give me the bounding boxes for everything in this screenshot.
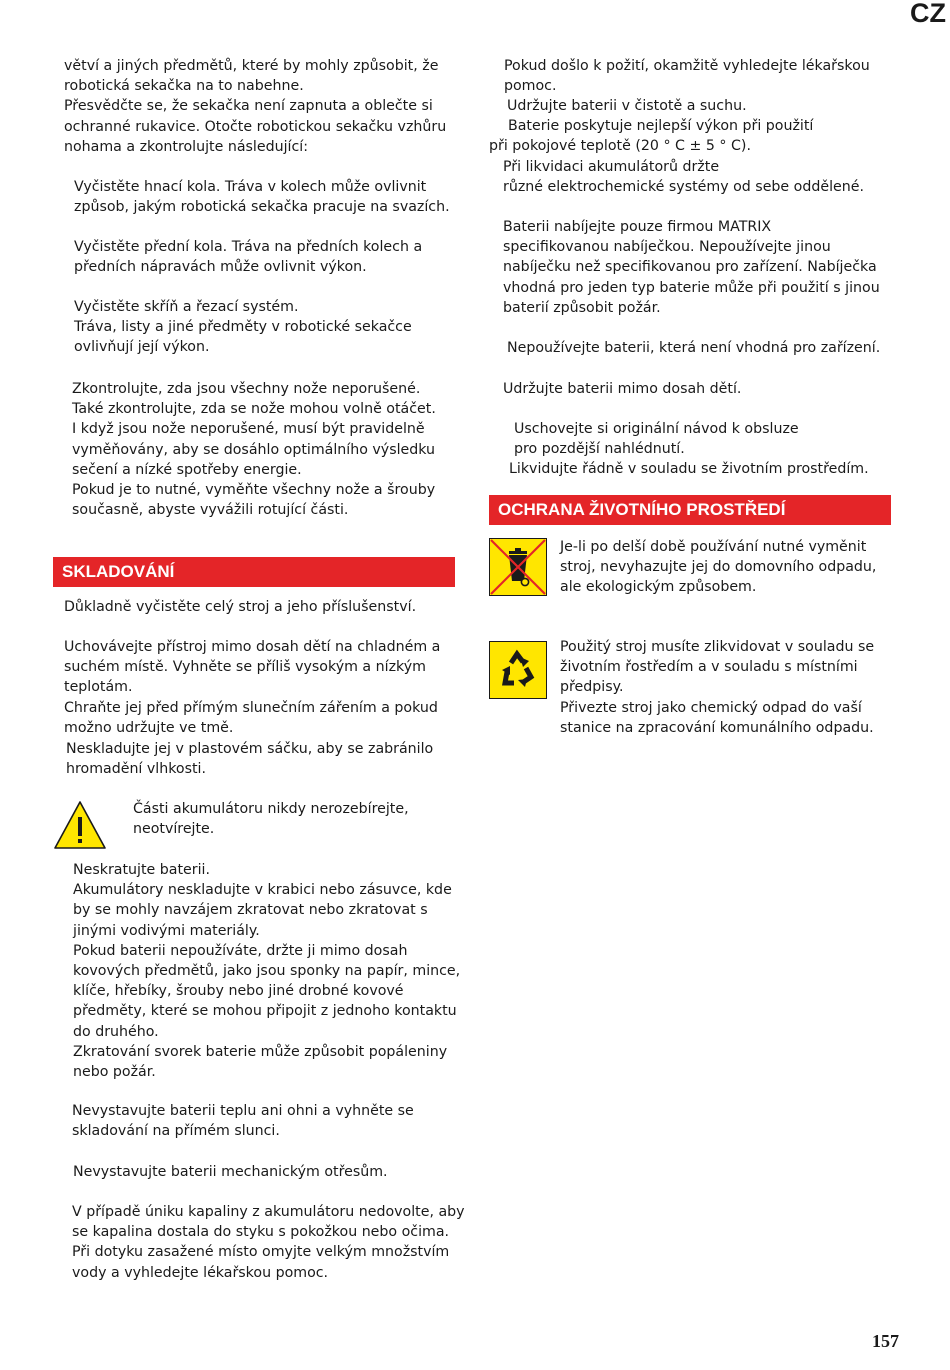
language-code: CZ (910, 0, 946, 28)
text-line: Neskratujte baterii. (73, 862, 210, 878)
text-line: Pokud baterii nepoužíváte, držte ji mimo dosah (73, 942, 408, 959)
text-line: Vyčistěte hnací kola. Tráva v kolech může ovlivnit (74, 179, 427, 195)
temperature-line-2 (489, 136, 751, 156)
text-line: Tráva, listy a jiné předměty v robotické sekačce (74, 319, 412, 336)
text-line: Pokud je to nutné, vyměňte všechny nože a šrouby (72, 482, 436, 499)
text-line: různé elektrochemické systémy od sebe oddělené. (503, 179, 864, 195)
text-line: teplotám. (64, 679, 133, 696)
text-line: Použitý stroj musíte zlikvidovat v souladu se (560, 639, 875, 655)
text-line: Důkladně vyčistěte celý stroj a jeho příslušenství. (64, 599, 417, 615)
bin-text (560, 537, 876, 598)
text-line: Při likvidaci akumulátorů držte (503, 159, 720, 175)
clean-front-wheels (74, 237, 422, 277)
text-line: Nevystavujte baterii teplu ani ohni a vyhněte se (72, 1103, 414, 1119)
text-line: Přivezte stroj jako chemický odpad do vaší (560, 699, 862, 716)
check-blades (72, 379, 436, 520)
text-line: baterií způsobit požár. (503, 299, 661, 316)
text-line: ale ekologickým způsobem. (560, 579, 757, 596)
clean-housing (74, 297, 412, 358)
text-line: současně, abyste vyvážili rotující části. (72, 502, 349, 519)
text-line: Nevystavujte baterii mechanickým otřesům. (73, 1164, 388, 1180)
warning-triangle-icon (53, 800, 107, 850)
storage-bag (66, 739, 433, 779)
text-line: Akumulátory neskladujte v krabici nebo zásuvce, kde (73, 882, 452, 899)
text-line: možno udržujte ve tmě. (64, 719, 234, 736)
text-line: při pokojové teplotě (20 ° C ± 5 ° C). (489, 138, 751, 154)
text-line: pomoc. (504, 78, 557, 95)
leak-text (72, 1202, 465, 1283)
clean-drive-wheels (74, 177, 450, 217)
text-line: Při dotyku zasažené místo omyjte velkým množstvím (72, 1244, 450, 1261)
text-line: Vyčistěte přední kola. Tráva na předních kolech a (74, 239, 423, 255)
recycle-text (560, 637, 874, 738)
storage-heading: SKLADOVÁNÍ (53, 557, 455, 587)
recycle-icon (489, 641, 547, 699)
text-line: do druhého. (73, 1023, 159, 1040)
text-line: Baterii nabíjejte pouze firmou MATRIX (503, 219, 772, 235)
page-number: 157 (872, 1331, 899, 1351)
environment-heading: OCHRANA ŽIVOTNÍHO PROSTŘEDÍ (489, 495, 891, 525)
shock-text (73, 1162, 388, 1182)
text-line: sečení a nízké spotřeby energie. (72, 461, 302, 478)
text-line: Přesvědčte se, že sekačka není zapnuta a oblečte si (64, 98, 433, 115)
text-line: Chraňte jej před přímým slunečním zářením a pokud (64, 699, 438, 716)
text-line: Baterie poskytuje nejlepší výkon při použití (508, 118, 814, 134)
text-line: by se mohly navzájem zkratovat nebo zkratovat s (73, 902, 428, 919)
heat-text (72, 1101, 414, 1141)
text-line: ochranné rukavice. Otočte robotickou sekačku vzhůru (64, 118, 447, 135)
text-line: Udržujte baterii v čistotě a suchu. (507, 98, 747, 114)
text-line: robotická sekačka na to nabehne. (64, 78, 304, 95)
children-text (503, 379, 741, 399)
text-line: hromadění vlhkosti. (66, 761, 207, 778)
text-line: se kapalina dostala do styku s pokožkou nebo očima. (72, 1224, 450, 1241)
text-line: životním řostředím a v souladu s místními (560, 659, 858, 676)
text-line: Uchovávejte přístroj mimo dosah dětí na chladném a (64, 639, 441, 655)
manual-text (514, 419, 799, 459)
text-line: vhodná pro jeden typ baterie může při použití s jinou (503, 279, 880, 296)
text-line: způsob, jakým robotická sekačka pracuje na svazích. (74, 199, 450, 216)
text-line: V případě úniku kapaliny z akumulátoru nedovolte, aby (72, 1204, 465, 1220)
text-line: specifikovanou nabíječkou. Nepoužívejte jinou (503, 239, 831, 256)
clean-dry-text (507, 96, 747, 116)
charger-text (503, 217, 880, 318)
text-line: Neskladujte jej v plastovém sáčku, aby se zabránilo (66, 741, 434, 757)
text-line: nebo požár. (73, 1064, 156, 1081)
text-line: Zkontrolujte, zda jsou všechny nože neporušené. (72, 381, 421, 397)
text-line: předních nápravách může ovlivnit výkon. (74, 259, 367, 276)
dispose-properly-text (509, 459, 869, 479)
text-line: I když jsou nože neporušené, musí být pravidelně (72, 421, 425, 438)
text-line: nohama a zkontrolujte následující: (64, 138, 309, 155)
text-line: Nepoužívejte baterii, která není vhodná pro zařízení. (507, 340, 881, 356)
disposal-line-1 (503, 157, 719, 177)
warning-text (133, 799, 409, 839)
text-line: Vyčistěte skříň a řezací systém. (74, 299, 299, 315)
text-line: suchém místě. Vyhněte se příliš vysokým a nízkým (64, 659, 426, 676)
text-line: neotvírejte. (133, 821, 215, 838)
text-line: Pokud došlo k požití, okamžitě vyhledejte lékařskou (504, 58, 870, 74)
text-line: Zkratování svorek baterie může způsobit popáleniny (73, 1043, 448, 1060)
storage-clean (64, 597, 416, 617)
text-line: Také zkontrolujte, zda se nože mohou volně otáčet. (72, 401, 436, 418)
text-line: kovových předmětů, jako jsou sponky na papír, mince, (73, 963, 461, 980)
intro-paragraph (64, 56, 446, 157)
swallow-text (504, 56, 870, 96)
text-line: Likvidujte řádně v souladu se životním prostředím. (509, 461, 869, 477)
text-line: větví a jiných předmětů, které by mohly způsobit, že (64, 58, 439, 74)
text-line: jinými vodivými materiály. (73, 922, 260, 939)
temperature-line-1 (508, 116, 813, 136)
text-line: skladování na přímém slunci. (72, 1123, 280, 1140)
disposal-line-2 (503, 177, 864, 197)
text-line: pro pozdější nahlédnutí. (514, 441, 685, 458)
storage-place (64, 637, 440, 738)
text-line: Části akumulátoru nikdy nerozebírejte, (133, 801, 409, 817)
short-circuit-text (73, 860, 460, 1082)
text-line: vyměňovány, aby se dosáhlo optimálního výsledku (72, 441, 436, 458)
text-line: Uschovejte si originální návod k obsluze (514, 421, 799, 437)
text-line: předpisy. (560, 679, 624, 696)
text-line: vody a vyhledejte lékařskou pomoc. (72, 1264, 329, 1281)
text-line: stanice na zpracování komunálního odpadu. (560, 719, 874, 736)
crossed-out-bin-icon (489, 538, 547, 596)
text-line: nabíječku než specifikovanou pro zařízení. Nabíječka (503, 259, 877, 276)
text-line: předměty, které se mohou připojit z jednoho kontaktu (73, 1003, 457, 1020)
text-line: stroj, nevyhazujte jej do domovního odpadu, (560, 559, 877, 576)
text-line: Je-li po delší době používání nutné vyměnit (560, 539, 867, 555)
text-line: klíče, hřebíky, šrouby nebo jiné drobné kovové (73, 983, 404, 1000)
unsuitable-battery-text (507, 338, 880, 358)
text-line: Udržujte baterii mimo dosah dětí. (503, 381, 742, 397)
text-line: ovlivňují její výkon. (74, 339, 210, 356)
